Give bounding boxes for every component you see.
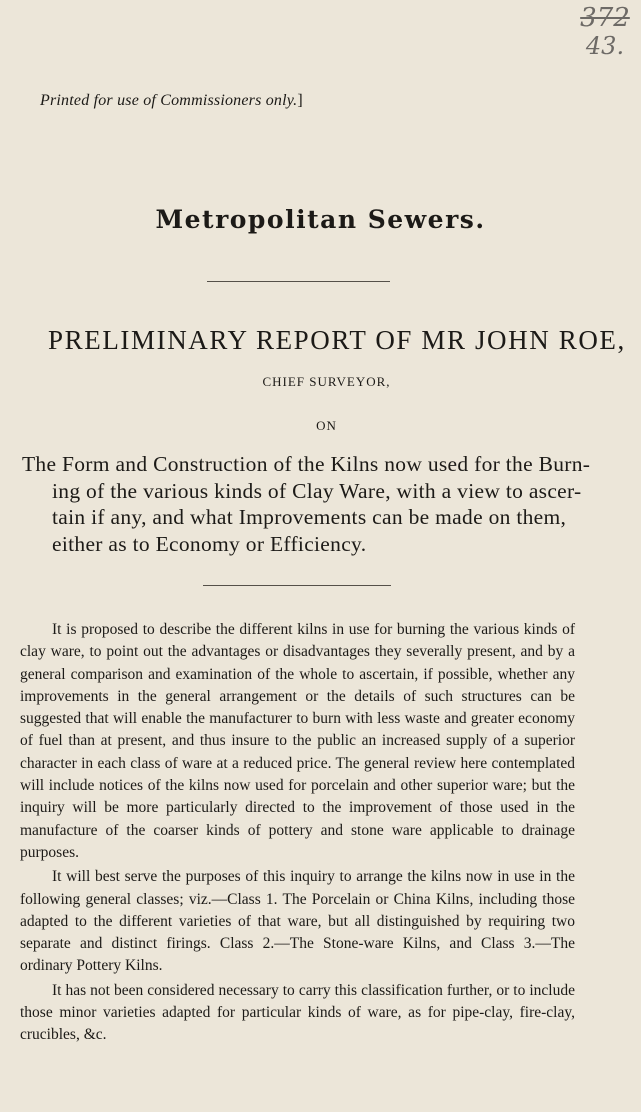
report-title: PRELIMINARY REPORT OF MR JOHN ROE, bbox=[48, 325, 626, 355]
handwritten-annotation bbox=[575, 4, 635, 60]
printed-note-text: Printed for use of Commissioners only. bbox=[40, 92, 298, 109]
topic-line: either as to Economy or Efficiency. bbox=[52, 531, 367, 556]
body-paragraph: It has not been considered necessary to carry this classification further, or to include those minor varieties adapted for particular kinds of ware, as for pipe-clay, fire-clay, crucibles, &c. bbox=[20, 981, 575, 1044]
report-topic bbox=[22, 451, 591, 557]
topic-line: tain if any, and what Improvements can be made on them, bbox=[52, 505, 567, 529]
author-position: CHIEF SURVEYOR, bbox=[262, 374, 391, 389]
divider-rule-bottom bbox=[203, 585, 391, 586]
topic-line: ing of the various kinds of Clay Ware, with a view to ascer- bbox=[52, 478, 582, 503]
annotation-line-2: 43. bbox=[585, 32, 625, 60]
body-paragraph: It is proposed to describe the different kilns in use for burning the various kinds of clay ware, to point out the advantages or disadvantages they severally present, and by a general comparison and examination of the whole to ascertain, if possible, whether any improvements in the general arrangement or the details of such structures can be suggested that will enable the manufacturer to burn with less waste and greater economy of fuel than at present, and thus insure to the public an increased supply of a superior character in each class of ware at a reduced price. The general review here contemplated will include notices of the kilns now used for porcelain and other superior ware; but the inquiry will be more particularly directed to the improvement of those used in the manufacture of the coarser kinds of pottery and stone ware applicable to drainage purposes. bbox=[20, 621, 575, 861]
annotation-line-1: 372 bbox=[580, 3, 630, 33]
printed-note-bracket: ] bbox=[297, 92, 303, 109]
report-body bbox=[20, 619, 575, 1049]
printed-for-note bbox=[40, 92, 303, 110]
body-paragraph: It will best serve the purposes of this inquiry to arrange the kilns now in use in the following general classes; viz.—Class 1. The Porcelain or China Kilns, including those adapted to the different varieties of that ware, but all distinguished by requiring two separate and distinct firings. Class 2.—The Stone-ware Kilns, and Class 3.—The ordinary Pottery Kilns. bbox=[20, 868, 575, 975]
divider-rule-top bbox=[207, 281, 390, 282]
topic-line: The Form and Construction of the Kilns now used for the Burn- bbox=[22, 452, 591, 476]
on-label: ON bbox=[316, 418, 337, 433]
main-title: Metropolitan Sewers. bbox=[155, 205, 486, 234]
